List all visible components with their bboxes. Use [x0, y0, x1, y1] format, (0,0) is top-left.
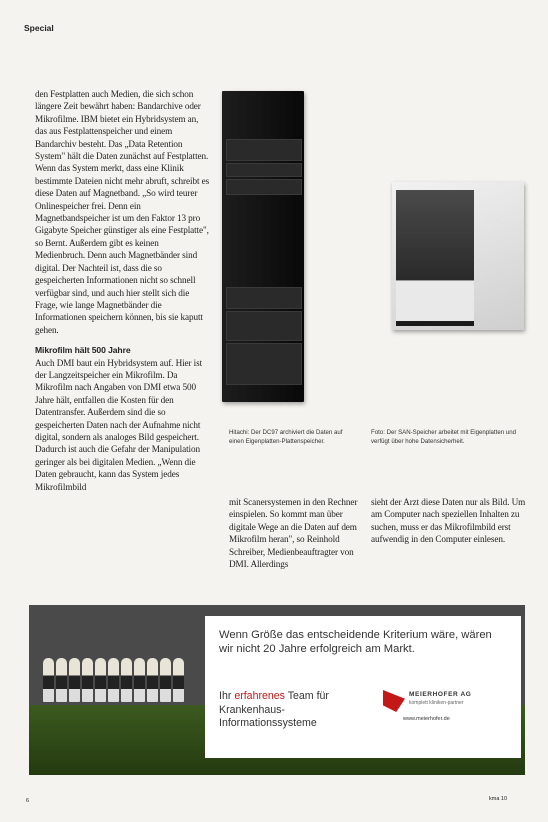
logo-name: MEIERHOFER AG — [409, 691, 472, 698]
article-subheading: Mikrofilm hält 500 Jahre — [35, 345, 131, 356]
logo-mark-icon — [383, 690, 405, 712]
article-column-2: mit Scanersystemen in den Rechner einspielen. So kommt man über digitale Wege an die Daten auf dem Mikrofilm heran", so Reinhold Schreiber, Medienbeauftragter von DMI. Allerdings — [229, 497, 358, 570]
storage-cabinet-photo-right — [392, 182, 524, 330]
ad-subline-pre: Ihr — [219, 690, 235, 702]
article-paragraph: den Festplatten auch Medien, die sich schon längere Zeit bewährt haben: Bandarchive oder Mikrofilme. IBM bietet ein Hybridsystem an, das aus Festplattenspeicher und einem Bandarchiv besteht. Das „Data Retention System" hält die Daten zunächst auf Festplatten. Wenn das System merkt, dass eine Klinik bestimmte Dateien nicht mehr abruft, schreibt es diese Daten auf Magnetband. „So wird teurer Onlinespeicher frei. Denn ein Magnetbandspeicher ist um den Faktor 13 pro Gigabyte Speicher günstiger als eine Festplatte", so Bernt. Außerdem gibt es keinen Medienbruch. Denn auch Magnetbänder sind digital. Der Nachteil ist, dass die so gespeicherten Informationen nicht so schnell verfügbar sind, und auch hier stellt sich die Frage, wie lange Magnetbänder die Informationen speichern können, bis sie kaputt gehen. — [35, 89, 210, 335]
ad-headline: Wenn Größe das entscheidende Kriterium wäre, wären wir nicht 20 Jahre erfolgreich am Markt. — [219, 629, 492, 655]
ad-subline-highlight: erfahrenes — [234, 690, 285, 702]
article-column-3: sieht der Arzt diese Daten nur als Bild. Um am Computer nach speziellen Inhalten zu suchen, muss er das Mikrofilmbild erst aufwendig in den Computer einlesen. — [371, 497, 526, 545]
page-number-left: 6 — [26, 798, 30, 804]
logo-tagline: komplett kliniken-partner — [409, 700, 464, 706]
section-label: Special — [24, 23, 54, 33]
team-photo — [41, 650, 211, 705]
photo-caption-left: Hitachi: Der DC97 archiviert die Daten auf einen Eigenplatten-Plattenspeicher. — [229, 429, 343, 445]
advertisement — [29, 605, 525, 775]
meierhofer-logo — [383, 688, 507, 728]
article-column-1 — [35, 88, 211, 493]
page-number-right: kma 10 — [489, 796, 508, 802]
ad-url-link[interactable]: www.meierhofer.de — [403, 716, 450, 722]
ad-text-panel — [205, 616, 521, 758]
article-paragraph: Auch DMI baut ein Hybridsystem auf. Hier ist der Langzeitspeicher ein Mikrofilm. Da Mikrofilm nach Angaben von DMI etwa 500 Jahre hält, entfallen die Kosten für den Datentransfer. Außerdem sind die so gespeicherten Daten nach der Aufnahme nicht digital, sondern als analoges Bild gespeichert. Dadurch ist auch die Gefahr der Manipulation geringer als bei digitalen Medien. „Wenn die Daten gebraucht, kann das System jedes Mikrofilmbild — [35, 357, 203, 492]
photo-caption-right: Foto: Der SAN-Speicher arbeitet mit Eigenplatten und verfügt über hohe Datensicherheit. — [371, 429, 516, 445]
ad-subline — [219, 690, 349, 731]
ad-subline-post: Team für Krankenhaus-Informationssysteme — [219, 690, 329, 729]
server-rack-photo-left — [222, 91, 304, 402]
